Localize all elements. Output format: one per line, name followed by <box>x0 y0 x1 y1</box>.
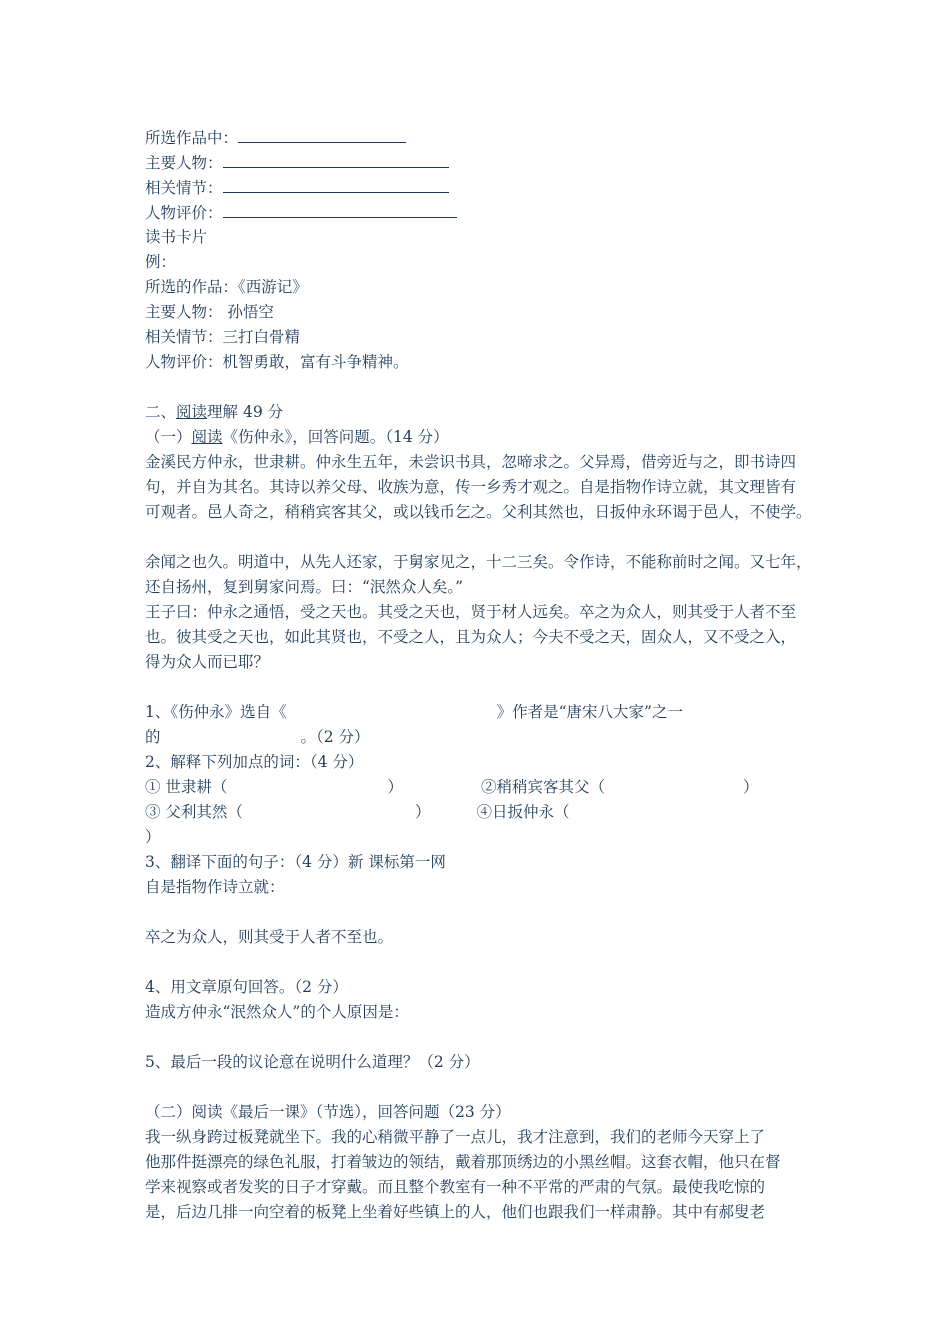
passage2-line: 他那件挺漂亮的绿色礼服，打着皱边的领结，戴着那顶绣边的小黑丝帽。这套衣帽，他只在督 <box>145 1153 781 1171</box>
passage-line: 王子曰：仲永之通悟，受之天也。其受之天也，贤于材人远矣。卒之为众人，则其受于人者不至 <box>145 603 797 621</box>
card-evaluation-line <box>145 200 457 225</box>
q2-item3-close: ） <box>414 803 431 821</box>
card-evaluation-label: 人物评价： <box>145 204 223 222</box>
card-character-label: 主要人物： <box>145 154 223 172</box>
card-work-label: 所选作品中： <box>145 129 239 147</box>
q2-item2-close: ） <box>742 778 759 796</box>
question-5: 5、最后一段的议论意在说明什么道理？（2 分） <box>145 1053 480 1071</box>
card-plot-label: 相关情节： <box>145 179 223 197</box>
part1-title-rest: 《伤仲永》，回答问题。（14 分） <box>222 428 449 446</box>
question-1 <box>145 700 683 725</box>
question-3: 3、翻译下面的句子：（4 分）新 课标第一网 <box>145 853 446 871</box>
question-2-row2 <box>145 800 569 825</box>
question-2-row1 <box>145 775 758 800</box>
passage-line: 还自扬州，复到舅家问焉。曰：“泯然众人矣。” <box>145 578 464 596</box>
question-4: 4、用文章原句回答。（2 分） <box>145 978 348 996</box>
part1-prefix: （一） <box>145 428 192 446</box>
passage-line: 金溪民方仲永，世隶耕。仲永生五年，未尝识书具，忽啼求之。父异焉，借旁近与之，即书诗四 <box>145 453 797 471</box>
card-character-blank[interactable] <box>223 150 449 168</box>
card-plot-line <box>145 175 449 200</box>
q2-item1: ① 世隶耕（ <box>145 778 228 796</box>
section2-read-link[interactable]: 阅读 <box>176 403 208 421</box>
passage-line: 句，并自为其名。其诗以养父母、收族为意，传一乡秀才观之。自是指物作诗立就，其文理皆有 <box>145 478 797 496</box>
card-plot-blank[interactable] <box>223 175 449 193</box>
card-example-plot: 相关情节：三打白骨精 <box>145 328 301 346</box>
question-3-sentence-2: 卒之为众人，则其受于人者不至也。 <box>145 928 394 946</box>
passage-line: 也。彼其受之天也，如此其贤也，不受之人，且为众人；今夫不受之天，固众人，又不受之入， <box>145 628 797 646</box>
q1-line2-end: 。（2 分） <box>300 728 370 746</box>
card-example-label: 例： <box>145 253 177 271</box>
question-2: 2、解释下列加点的词：（4 分） <box>145 753 364 771</box>
card-work-line <box>145 125 406 150</box>
q1-end: 》作者是“唐宋八大家”之一 <box>496 703 683 721</box>
passage-line: 得为众人而已耶？ <box>145 653 270 671</box>
q2-item2: ②稍稍宾客其父（ <box>480 778 605 796</box>
question-1-cont <box>145 725 370 750</box>
section2-heading <box>145 400 283 425</box>
q1-line2-start: 的 <box>145 728 161 746</box>
q2-item1-close: ） <box>387 778 403 796</box>
passage-line: 余闻之也久。明道中，从先人还家，于舅家见之，十二三矣。令作诗，不能称前时之闻。又七年， <box>145 553 812 571</box>
question-3-sentence-1: 自是指物作诗立就： <box>145 878 285 896</box>
q2-item3: ③ 父利其然（ <box>145 803 243 821</box>
section2-prefix: 二、 <box>145 403 177 421</box>
part1-heading <box>145 425 449 450</box>
section2-title-rest: 理解 49 分 <box>207 403 284 421</box>
q1-start: 1、《伤仲永》选自《 <box>145 703 287 721</box>
passage-line: 可观者。邑人奇之，稍稍宾客其父，或以钱币乞之。父利其然也，日扳仲永环谒于邑人，不使学。 <box>145 503 812 521</box>
passage2-line: 学来视察或者发奖的日子才穿戴。而且整个教室有一种不平常的严肃的气氛。最使我吃惊的 <box>145 1178 766 1196</box>
passage2-line: 我一纵身跨过板凳就坐下。我的心稍微平静了一点儿，我才注意到，我们的老师今天穿上了 <box>145 1128 766 1146</box>
q2-item4: ④日扳仲永（ <box>476 803 570 821</box>
part2-heading: （二）阅读《最后一课》（节选），回答问题（23 分） <box>145 1103 511 1121</box>
card-character-line <box>145 150 449 175</box>
q2-item4-close: ） <box>145 828 161 846</box>
passage2-line: 是，后边几排一向空着的板凳上坐着好些镇上的人，他们也跟我们一样肃静。其中有郝叟老 <box>145 1203 766 1221</box>
card-example-evaluation: 人物评价：机智勇敢，富有斗争精神。 <box>145 353 409 371</box>
card-title: 读书卡片 <box>145 228 208 246</box>
part1-read-link[interactable]: 阅读 <box>191 428 223 446</box>
card-example-work: 所选的作品：《西游记》 <box>145 278 308 296</box>
card-evaluation-blank[interactable] <box>223 200 457 218</box>
card-example-character: 主要人物： 孙悟空 <box>145 303 274 321</box>
card-work-blank[interactable] <box>238 125 406 143</box>
question-4-prompt: 造成方仲永“泯然众人”的个人原因是： <box>145 1003 409 1021</box>
